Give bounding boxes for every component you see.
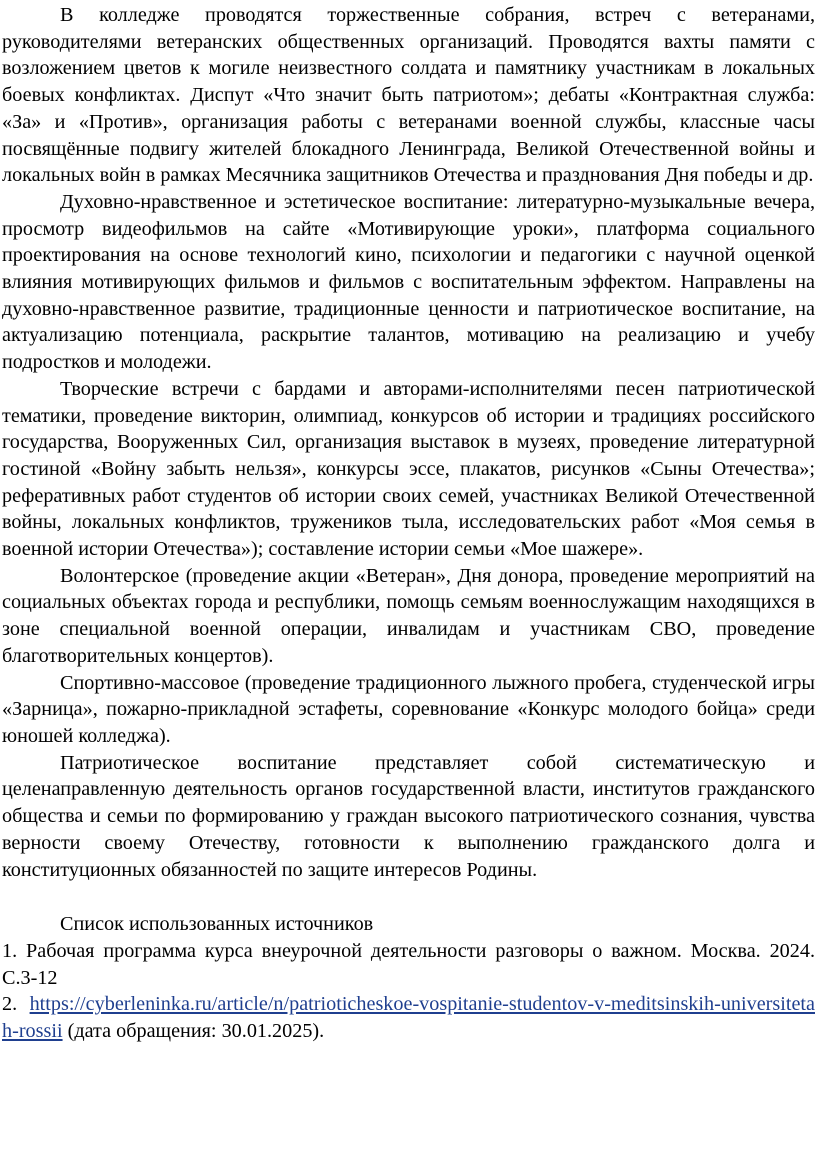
reference-number: 1. <box>2 939 18 962</box>
document-body <box>2 0 815 883</box>
reference-access-note: (дата обращения: 30.01.2025). <box>67 1020 325 1043</box>
references-title: Список использованных источников <box>60 913 374 936</box>
reference-text: Рабочая программа курса внеурочной деятельности разговоры о важном. Москва. 2024. С.3-12 <box>2 939 816 989</box>
paragraph-sports: Спортивно-массовое (проведение традиционного лыжного пробега, студенческой игры «Зарница», пожарно-прикладной эстафеты, соревнование «Конкурс молодого бойца» среди юношей колледжа). <box>2 671 815 747</box>
paragraph-volunteer: Волонтерское (проведение акции «Ветеран», Дня донора, проведение мероприятий на социальных объектах города и республики, помощь семьям военнослужащим находящихся в зоне специальной военной операции, инвалидам и участникам СВО, проведение благотворительных концертов). <box>2 564 815 667</box>
paragraph-creative-meetings: Творческие встречи с бардами и авторами-исполнителями песен патриотической тематики, проведение викторин, олимпиад, конкурсов об истории и традициях российского государства, Вооруженных Сил, организация выставок в музеях, проведение литературной гостиной «Войну забыть нельзя», конкурсы эссе, плакатов, рисунков «Сыны Отечества»; реферативных работ студентов об истории своих семей, участниках Великой Отечественной войны, локальных конфликтов, тружеников тыла, исследовательских работ «Моя семья в военной истории Отечества»); составление истории семьи «Мое шажере». <box>2 377 815 561</box>
paragraph-spiritual-education: Духовно-нравственное и эстетическое воспитание: литературно-музыкальные вечера, просмотр видеофильмов на сайте «Мотивирующие уроки», платформа социального проектирования на основе технологий кино, психологии и педагогики с научной оценкой влияния мотивирующих фильмов и фильмов с воспитательным эффектом. Направлены на духовно-нравственное развитие, традиционные ценности и патриотическое воспитание, на актуализацию потенциала, раскрытие талантов, мотивацию на реализацию и учебу подростков и молодежи. <box>2 190 815 374</box>
references-section <box>2 911 815 1045</box>
paragraph-patriotic-definition: Патриотическое воспитание представляет собой систематическую и целенаправленную деятельность органов государственной власти, институтов гражданского общества и семьи по формированию у граждан высокого патриотического сознания, чувства верности своему Отечеству, готовности к выполнению гражданского долга и конституционных обязанностей по защите интересов Родины. <box>2 751 815 881</box>
reference-item-2 <box>2 991 815 1044</box>
section-spacer <box>2 883 815 911</box>
reference-item-1 <box>2 938 815 991</box>
paragraph-events: В колледже проводятся торжественные собрания, встреч с ветеранами, руководителями ветеранских общественных организаций. Проводятся вахты памяти с возложением цветов к могиле неизвестного солдата и памятнику участникам в локальных боевых конфликтах. Диспут «Что значит быть патриотом»; дебаты «Контрактная служба: «За» и «Против», организация работы с ветеранами военной службы, классные часы посвящённые подвигу жителей блокадного Ленинграда, Великой Отечественной войны и локальных войн в рамках Месячника защитников Отечества и празднования Дня победы и др. <box>2 4 815 187</box>
reference-link[interactable]: https://cyberleninka.ru/article/n/patrioticheskoe-vospitanie-studentov-v-meditsinskih-universitetah-rossii <box>2 993 815 1043</box>
reference-number: 2. <box>2 993 18 1016</box>
